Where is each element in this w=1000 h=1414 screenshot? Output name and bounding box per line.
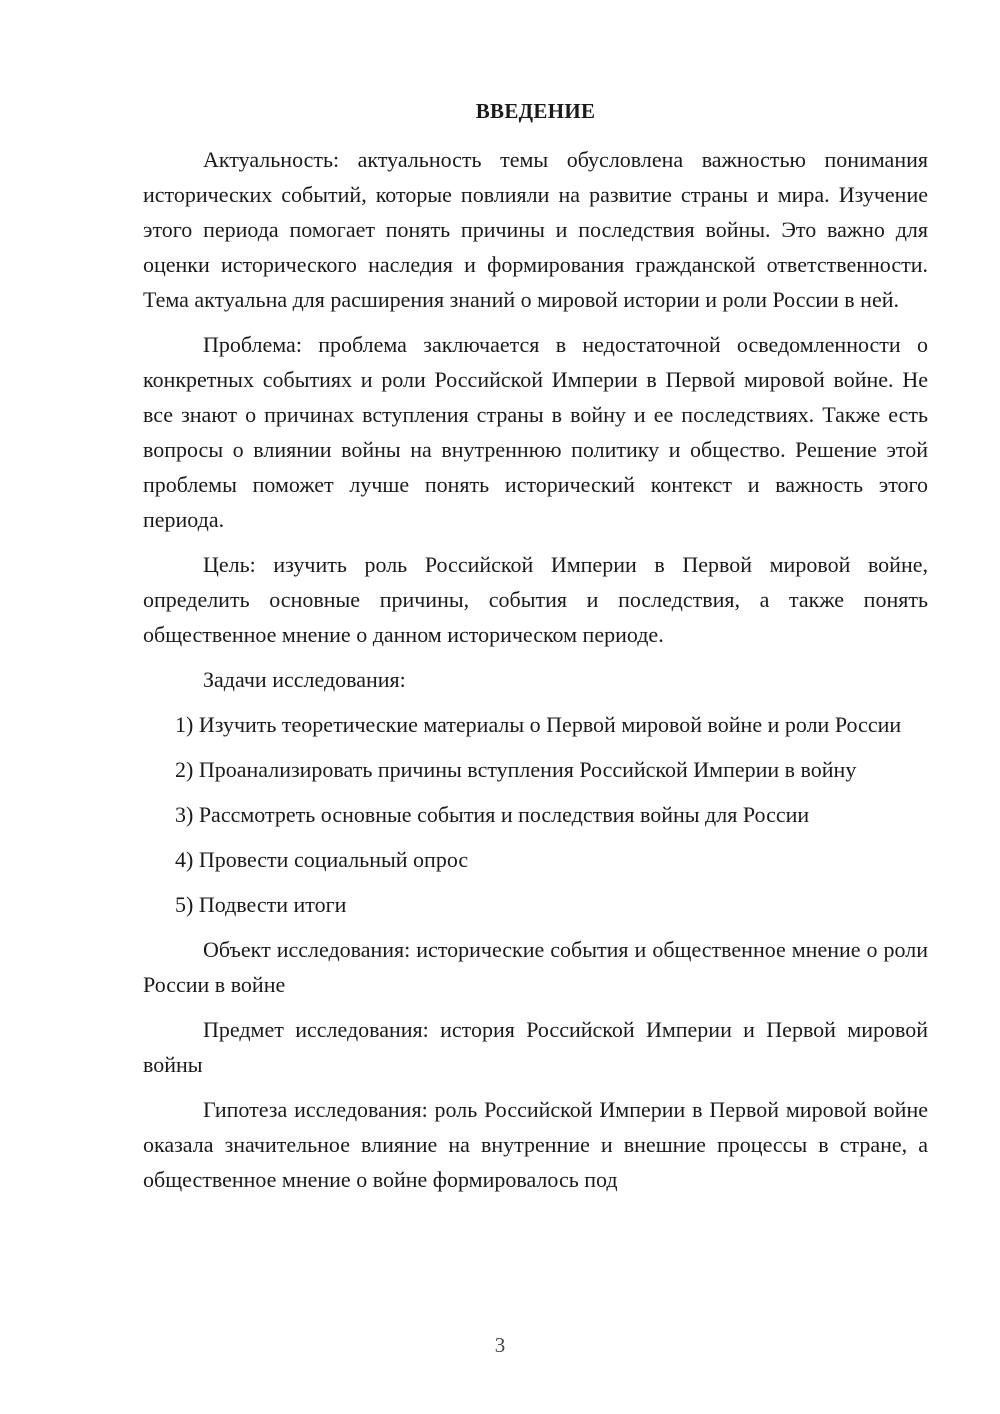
task-item-1: 1) Изучить теоретические материалы о Первой мировой войне и роли России bbox=[175, 712, 902, 737]
relevance-paragraph: Актуальность: актуальность темы обусловлена важностью понимания исторических событий, которые повлияли на развитие страны и мира. Изучение этого периода помогает понять причины и последствия войны. Это важно для оценки исторического наследия и формирования гражданской ответственности. Тема актуальна для расширения знаний о мировой истории и роли России в ней. bbox=[143, 147, 928, 312]
task-item-3: 3) Рассмотреть основные события и последствия войны для России bbox=[175, 802, 810, 827]
problem-paragraph: Проблема: проблема заключается в недостаточной осведомленности о конкретных событиях и роли Российской Империи в Первой мировой войне. Не все знают о причинах вступления страны в войну и ее последствиях. Также есть вопросы о влиянии войны на внутреннюю политику и общество. Решение этой проблемы поможет лучше понять исторический контекст и важность этого периода. bbox=[143, 332, 928, 532]
page-title: ВВЕДЕНИЕ bbox=[475, 99, 596, 123]
goal-paragraph: Цель: изучить роль Российской Империи в Первой мировой войне, определить основные причины, события и последствия, а также понять общественное мнение о данном историческом периоде. bbox=[143, 552, 928, 647]
document-page bbox=[143, 96, 928, 1207]
task-item-2: 2) Проанализировать причины вступления Российской Империи в войну bbox=[175, 757, 857, 782]
tasks-heading: Задачи исследования: bbox=[203, 667, 406, 692]
page-number: 3 bbox=[494, 1333, 506, 1357]
object-paragraph: Объект исследования: исторические события и общественное мнение о роли России в войне bbox=[143, 937, 928, 997]
subject-paragraph: Предмет исследования: история Российской Империи и Первой мировой войны bbox=[143, 1017, 928, 1077]
hypothesis-paragraph: Гипотеза исследования: роль Российской Империи в Первой мировой войне оказала значительное влияние на внутренние и внешние процессы в стране, а общественное мнение о войне формировалось под bbox=[143, 1097, 928, 1192]
task-item-5: 5) Подвести итоги bbox=[175, 892, 347, 917]
task-item-4: 4) Провести социальный опрос bbox=[175, 847, 469, 872]
